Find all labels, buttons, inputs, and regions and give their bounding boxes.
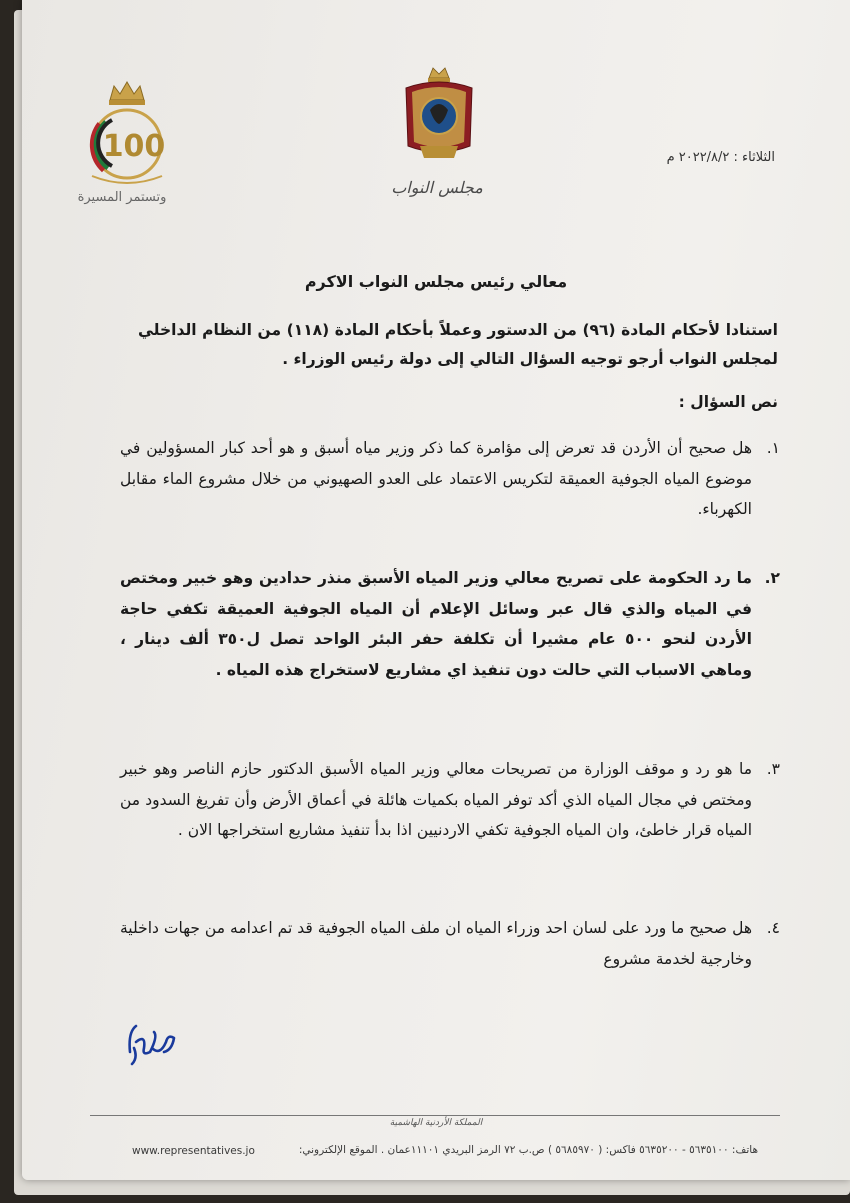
- question-item: [120, 563, 780, 754]
- question-text: ما رد الحكومة على تصريح معالي وزير المياه الأسبق منذر حدادين وهو خبير ومختص في المياه والذي قال عبر وسائل الإعلام أن المياه الجوفية العميقة تكفي حاجة الأردن لنحو ٥٠٠ عام مشيرا أن تكلفة حفر البئر الواحد تصل ل٣٥٠ ألف دينار ، وماهي الاسباب التي حالت دون تنفيذ اي مشاريع لاستخراج هذه المياه .: [120, 569, 752, 679]
- questions-list: [120, 433, 780, 974]
- centennial-crown-icon: [62, 72, 192, 192]
- question-number: ١.: [766, 439, 780, 457]
- question-number: ٢.: [764, 569, 780, 587]
- question-item: [120, 433, 780, 563]
- signature-icon: [122, 1012, 182, 1068]
- letter-date: الثلاثاء : ٢٠٢٢/٨/٢ م: [666, 150, 775, 165]
- intro-paragraph: استنادا لأحكام المادة (٩٦) من الدستور وعملاً بأحكام المادة (١١٨) من النظام الداخلي لمجلس النواب أرجو توجيه السؤال التالي إلى دولة رئيس الوزراء .: [138, 321, 778, 368]
- question-text: هل صحيح ما ورد على لسان احد وزراء المياه ان ملف المياه الجوفية قد تم اعدامه من جهات داخلية وخارجية لخدمة مشروع: [120, 919, 752, 968]
- coat-of-arms-icon: [400, 66, 478, 162]
- council-name-script: مجلس النواب: [391, 178, 483, 197]
- footer-contact: هاتف: ٥٦٣٥١٠٠ - ٥٦٣٥٢٠٠ فاكس: ( ٥٦٨٥٩٧٠ ) ص.ب ٧٢ الرمز البريدي ١١١٠١عمان . الموقع الإلكتروني:: [298, 1144, 758, 1156]
- centennial-logo: [62, 72, 192, 222]
- question-number: ٤.: [766, 919, 780, 937]
- centennial-number: 100: [102, 129, 166, 164]
- footer-divider: [90, 1115, 780, 1116]
- handwritten-signature: [122, 1012, 182, 1068]
- question-text: هل صحيح أن الأردن قد تعرض إلى مؤامرة كما ذكر وزير مياه أسبق و هو أحد كبار المسؤولين في موضوع المياه الجوفية العميقة لتكريس الاعتماد على العدو الصهيوني من خلال مشروع الماء مقابل الكهرباء.: [120, 439, 752, 518]
- question-heading: نص السؤال :: [678, 393, 778, 411]
- centennial-caption: وتستمر المسيرة: [77, 190, 167, 205]
- footer-website-link[interactable]: www.representatives.jo: [132, 1145, 255, 1157]
- question-item: [120, 754, 780, 913]
- question-text: ما هو رد و موقف الوزارة من تصريحات معالي وزير المياه الأسبق الدكتور حازم الناصر وهو خبير ومختص في مجال المياه الذي أكد توفر المياه بكميات هائلة في أعماق الأرض وأن تفريغ السدود من المياه قرار خاطئ، وان المياه الجوفية تكفي الاردنيين اذا بدأ تنفيذ مشاريع استخراجها الان .: [120, 760, 752, 839]
- footer-emblem-text: المملكة الأردنية الهاشمية: [389, 1118, 483, 1128]
- question-item: [120, 913, 780, 974]
- salutation: معالي رئيس مجلس النواب الاكرم: [304, 272, 568, 291]
- coat-of-arms-emblem: [400, 66, 478, 162]
- question-number: ٣.: [766, 760, 780, 778]
- document-page: [22, 0, 850, 1180]
